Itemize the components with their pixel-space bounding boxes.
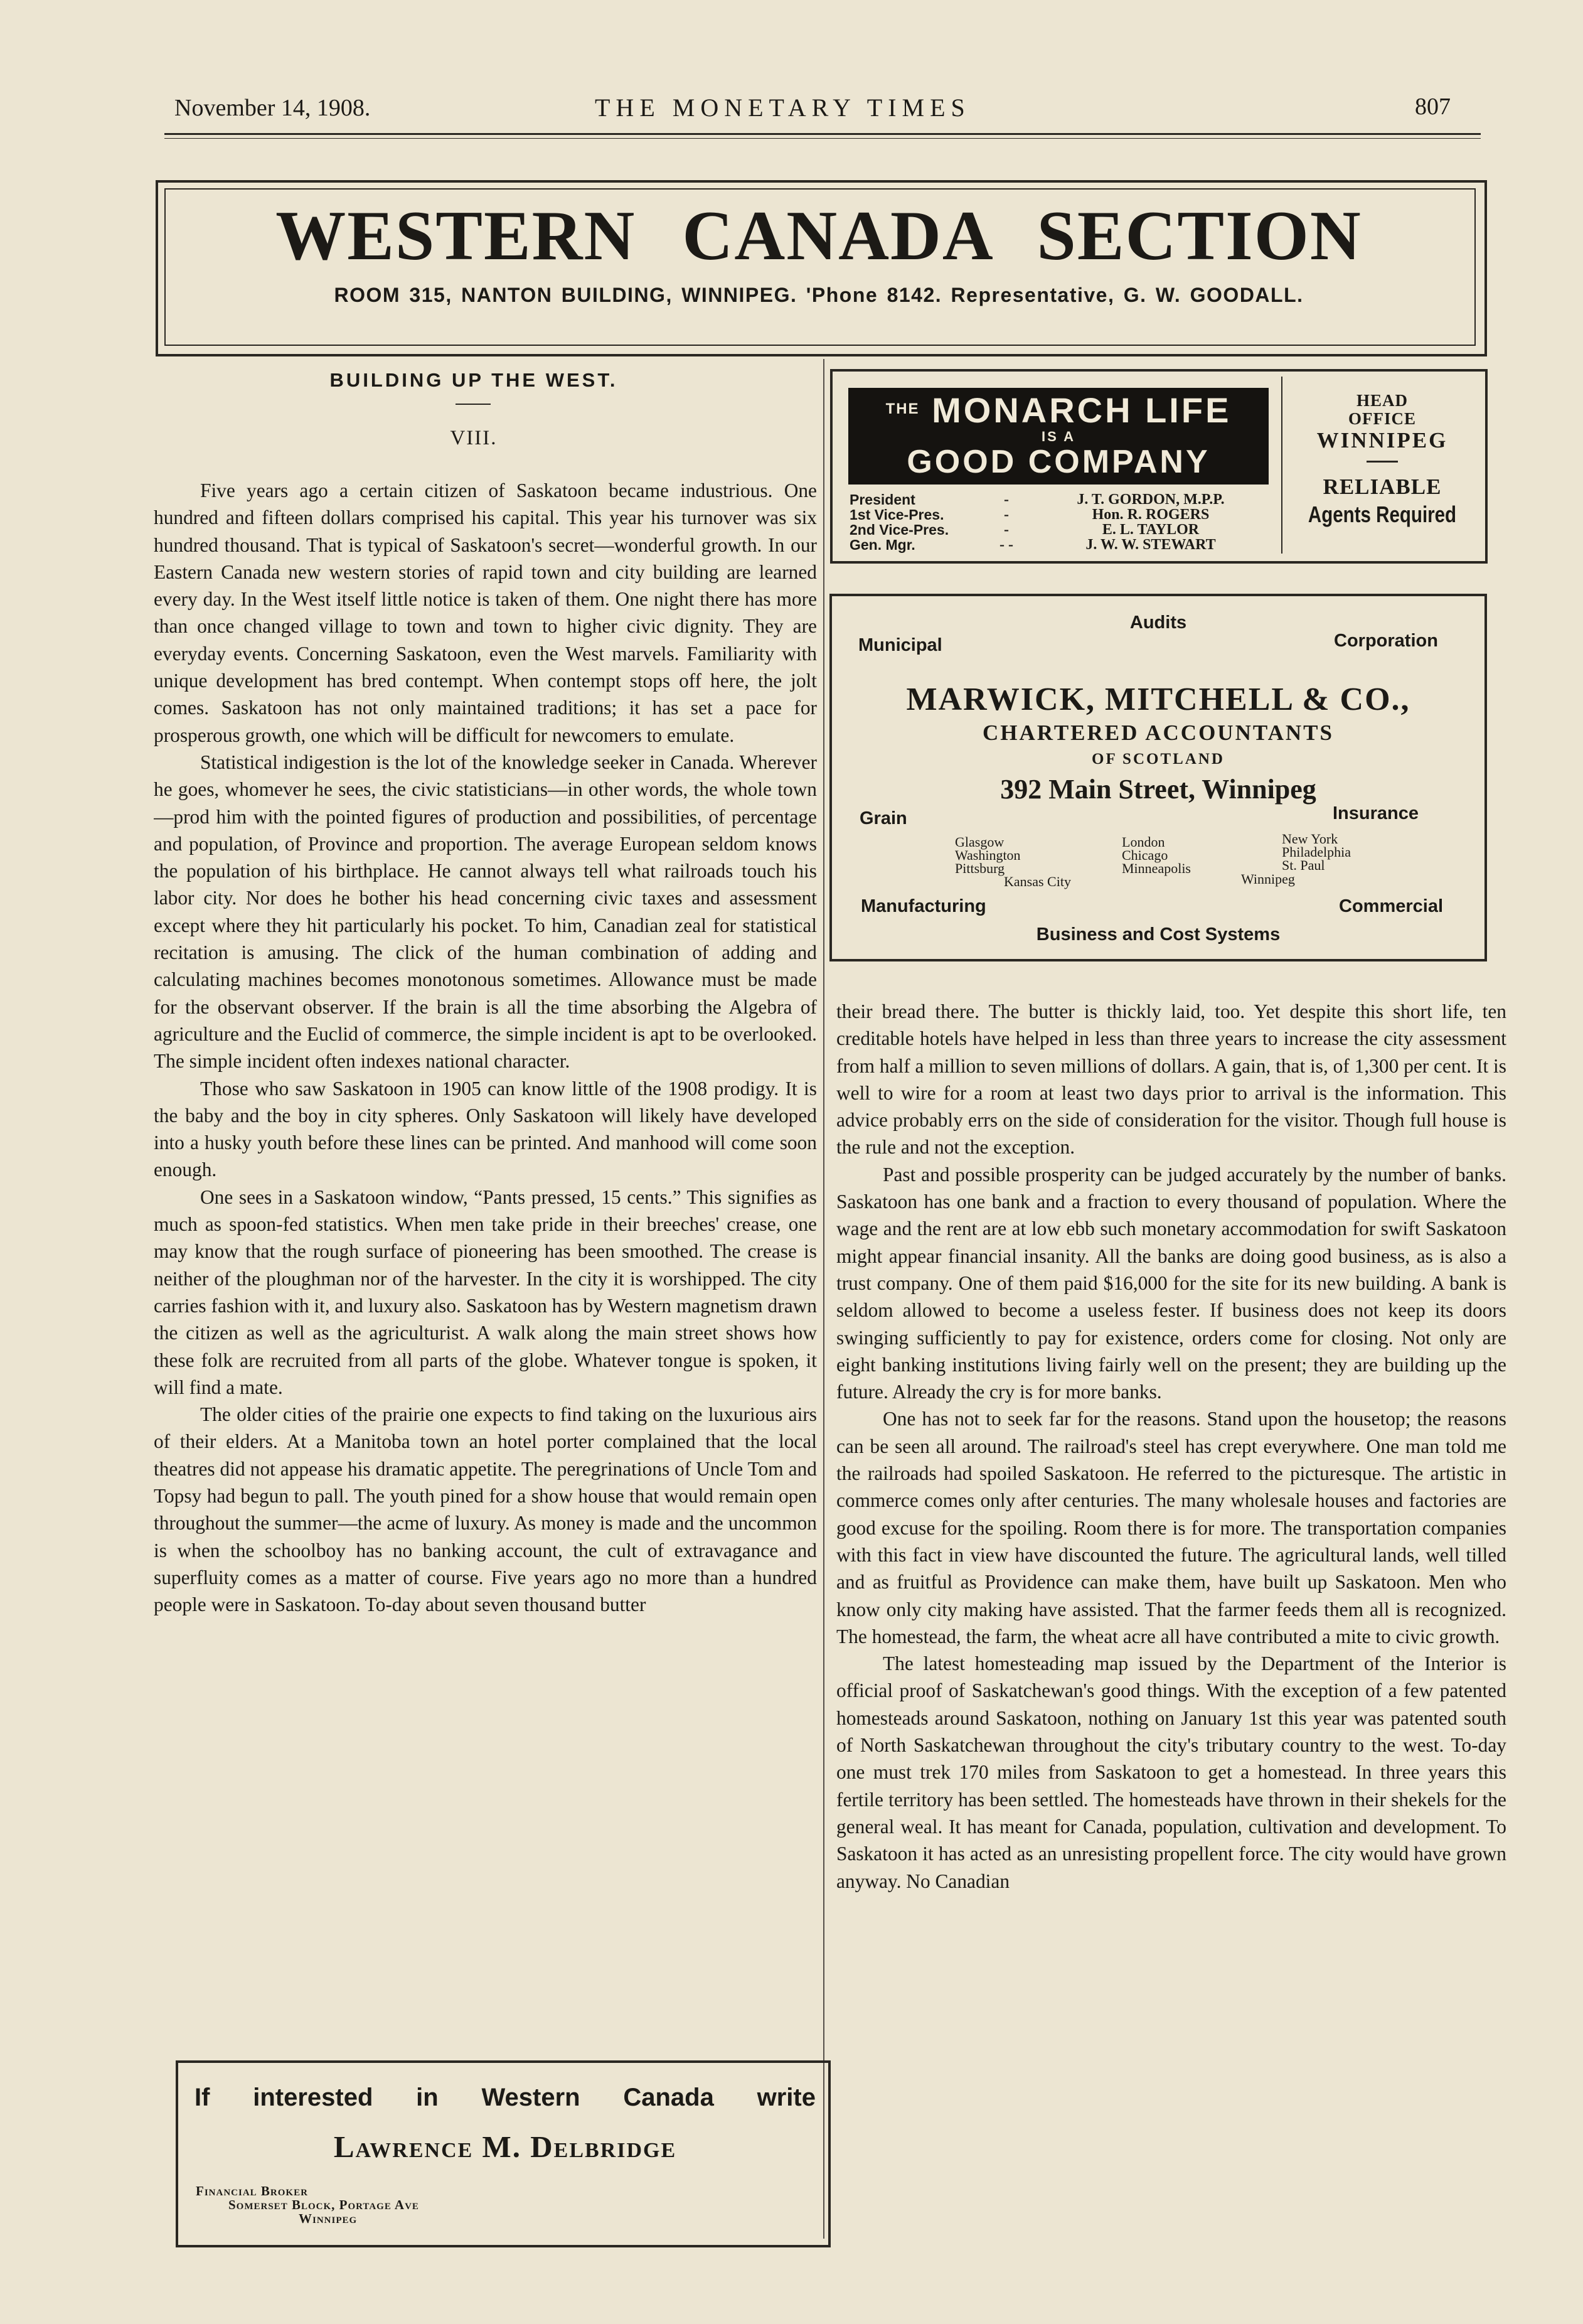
- officer-row: [850, 507, 1270, 522]
- office-cities-col3: New York Philadelphia St. Paul: [1282, 831, 1351, 873]
- officer-row: [850, 522, 1270, 537]
- office-cities-col2: London Chicago Minneapolis: [1122, 834, 1191, 876]
- officer-dash: -: [1004, 506, 1009, 523]
- head-office-label-2: OFFICE: [1348, 409, 1416, 428]
- article-paragraph: Five years ago a certain citizen of Saskatoon became industrious. One hundred and fifteen dollars comprised his capital. This year his turnover was six hundred thousand. That is typical of Saskatoon's secret—wonderful growth. In our Eastern Canada new western stories of rapid town and city building are learned every day. In the West itself little notice is taken of them. One night there has more than once changed village to town and town to higher civic dignity. They are everyday events. Concerning Saskatoon, even the West marvels. Familiarity with unique development has bred contempt. When contempt stops off here, the jolt comes. Saskatoon has not only maintained traditions; it has set a pace for prosperous growth, one which will be difficult for newcomers to emulate.: [154, 479, 817, 746]
- section-contact-line: ROOM 315, NANTON BUILDING, WINNIPEG. 'Phone 8142. Representative, G. W. GOODALL.: [334, 284, 1304, 306]
- corporation-label: Corporation: [1334, 631, 1438, 651]
- officer-name: J. W. W. STEWART: [1085, 537, 1216, 553]
- delbridge-name: Lawrence M. Delbridge: [333, 2129, 677, 2164]
- delbridge-headline: If interested in Western Canada write: [195, 2084, 816, 2111]
- officer-role: 1st Vice-Pres.: [850, 506, 944, 523]
- monarch-head-office: [1285, 392, 1479, 529]
- page-date: November 14, 1908.: [174, 95, 371, 121]
- logo-tagline: GOOD COMPANY: [907, 444, 1210, 480]
- article-paragraph: One sees in a Saskatoon window, “Pants pressed, 15 cents.” This signifies as much as spoon-fed statistics. When men take pride in their breeches' crease, one may know that the rough surface of pioneering has been smoothed. The crease is neither of the ploughman nor of the harvester. In the city it is worshipped. The city carries fashion with it, and luxury also. Saskatoon has by Western magnetism drawn the citizen as well as the agriculturist. A walk along the main street shows how these folk are recruited from all parts of the globe. Whatever tongue is spoken, it will find a mate.: [154, 1186, 817, 1398]
- officer-row: [850, 492, 1270, 507]
- head-office-rule: [1367, 461, 1398, 463]
- article-paragraph: One has not to seek far for the reasons. Stand upon the housetop; the reasons can be seen all around. The railroad's steel has crept everywhere. One man told me the railroads had spoiled Saskatoon. He referred to the picturesque. The artistic in commerce comes only after centuries. The many wholesale houses and factories are good excuse for the spoiling. Room there is for more. The transportation companies with this fact in view have discounted the future. The agricultural lands, well tilled and as fruitful as Providence can make them, have built up Saskatoon. Men who know only city making have assisted. That the farmer feeds them all is recognized. The homestead, the farm, the wheat acre all have contributed a mite to civic growth.: [836, 1408, 1506, 1647]
- article-heading: BUILDING UP THE WEST.: [329, 369, 618, 391]
- heading-underline: [456, 404, 491, 405]
- section-title: WESTERN CANADA SECTION: [275, 197, 1362, 275]
- column-divider: [823, 359, 824, 2239]
- article-paragraph: Those who saw Saskatoon in 1905 can know little of the 1908 prodigy. It is the baby and the boy in city spheres. Only Saskatoon will likely have developed into a husky youth before these lines can be printed. And manhood will come soon enough.: [154, 1077, 817, 1181]
- header-rule-top: [164, 133, 1481, 135]
- commercial-label: Commercial: [1339, 896, 1444, 916]
- head-office-label: HEAD: [1356, 391, 1408, 410]
- insurance-label: Insurance: [1333, 803, 1419, 823]
- article-paragraph: their bread there. The butter is thickly laid, too. Yet despite this short life, ten creditable hotels have helped in less than three years to increase the city assessment from half a million to seven millions of dollars. A gain, that is, of 1,300 per cent. It is well to wire for a room at least two days prior to arrival is the information. This advice probably errs on the side of consideration for the visitor. Though full house is the rule and not the exception.: [836, 1000, 1506, 1159]
- firm-address: 392 Main Street, Winnipeg: [1000, 774, 1316, 805]
- article-paragraph: Statistical indigestion is the lot of the knowledge seeker in Canada. Wherever he goes, whomever he sees, the civic statisticians—in other words, the whole town—prod him with the pointed figures of production and possibilities, of percentage and population, of Province and proportion. The average European seldom knows the population of his birthplace. He cannot always tell what railroads touch his labor city. Nor does he bother his head concerning civic taxes and assessment except where they hit particularly his pocket. To him, Canadian zeal for statistical recitation is amusing. The click of the human combination of adding and calculating machines becomes monotonous sometimes. Allowance must be made for the observant observer. If the brain is all the time absorbing the Algebra of agriculture and the Euclid of commerce, the simple incident is apt to be overlooked. The simple incident often indexes national character.: [154, 751, 817, 1073]
- article-column-right: [836, 998, 1506, 2253]
- grain-label: Grain: [860, 808, 907, 828]
- article-paragraph: The latest homesteading map issued by the Department of the Interior is official proof of Saskatchewan's good things. With the exception of a few patented homesteads around Saskatoon, nothing on January 1st this year was patented south of North Saskatchewan throughout the city's tributary country to the west. To-day one must trek 170 miles from Saskatoon to get a homestead. In three years this fertile territory has been settled. The homesteads have thrown in their shekels for the general weal. It has meant for Canada, population, cultivation and development. To Saskatoon it has acted as an unresisting propellent force. The city would have grown anyway. No Canadian: [836, 1652, 1506, 1892]
- monarch-life-logo: [848, 388, 1269, 485]
- officer-name: J. T. GORDON, M.P.P.: [1077, 491, 1225, 508]
- officer-dash: - -: [999, 537, 1013, 553]
- article-part-number: VIII.: [450, 427, 498, 449]
- office-cities-col1: Glasgow Washington Pittsburg: [955, 834, 1021, 876]
- firm-name: MARWICK, MITCHELL & CO.,: [906, 682, 1410, 717]
- logo-is-a: IS A: [1042, 429, 1075, 444]
- officer-name: Hon. R. ROGERS: [1092, 506, 1210, 523]
- delbridge-city: Winnipeg: [299, 2211, 358, 2226]
- officers-list: [850, 492, 1270, 552]
- office-city-winnipeg: Winnipeg: [1241, 871, 1295, 887]
- head-office-city: WINNIPEG: [1316, 428, 1448, 452]
- firm-profession: CHARTERED ACCOUNTANTS: [983, 720, 1334, 745]
- officer-role: President: [850, 491, 915, 508]
- officer-role: 2nd Vice-Pres.: [850, 522, 949, 538]
- officer-dash: -: [1004, 491, 1009, 508]
- municipal-label: Municipal: [858, 635, 942, 655]
- manufacturing-label: Manufacturing: [861, 896, 986, 916]
- logo-the: THE: [885, 400, 920, 417]
- audits-label: Audits: [1129, 613, 1187, 633]
- delbridge-address: Somerset Block, Portage Ave: [228, 2197, 419, 2212]
- article-column-left: [154, 477, 817, 2033]
- logo-name: MONARCH LIFE: [932, 390, 1232, 430]
- office-city-kansas: Kansas City: [1004, 874, 1071, 889]
- delbridge-role: Financial Broker: [196, 2183, 308, 2198]
- reliable-label: RELIABLE: [1323, 474, 1442, 499]
- agents-required-label: Agents Required: [1308, 501, 1457, 527]
- officer-dash: -: [1004, 522, 1009, 538]
- officer-role: Gen. Mgr.: [850, 537, 915, 553]
- header-rule-bottom: [164, 138, 1481, 139]
- systems-label: Business and Cost Systems: [1036, 924, 1281, 945]
- page-number: 807: [1415, 94, 1451, 120]
- article-paragraph: Past and possible prosperity can be judged accurately by the number of banks. Saskatoon has one bank and a fraction to every thousand of population. Where the wage and the rent are at low ebb such monetary accommodation for swift Saskatoon might appear financial insanity. All the banks are doing good business, as is also a trust company. One of them paid $16,000 for the site for its new building. A bank is seldom allowed to become a useless fester. If business does not keep its doors swinging sufficiently to pay for existence, orders come for closing. Not only are eight banking institutions living fairly well on the present; they are building up the future. Already the cry is for more banks.: [836, 1163, 1506, 1403]
- firm-scotland: OF SCOTLAND: [1092, 751, 1225, 768]
- monarch-ad-divider: [1281, 377, 1282, 554]
- article-paragraph: The older cities of the prairie one expects to find taking on the luxurious airs of their elders. At a Manitoba town an hotel porter complained that the local theatres did not appease his dramatic appetite. The peregrinations of Uncle Tom and Topsy had begun to pall. The youth pined for a show house that would remain open throughout the summer—the acme of luxury. As money is made and the uncommon is when the schoolboy has no banking account, the cult of extravagance and superfluity comes as a matter of course. Five years ago no more than a hundred people were in Saskatoon. To-day about seven thousand butter: [154, 1403, 817, 1616]
- officer-row: [850, 537, 1270, 552]
- officer-name: E. L. TAYLOR: [1102, 522, 1200, 538]
- publication-title: THE MONETARY TIMES: [595, 94, 971, 122]
